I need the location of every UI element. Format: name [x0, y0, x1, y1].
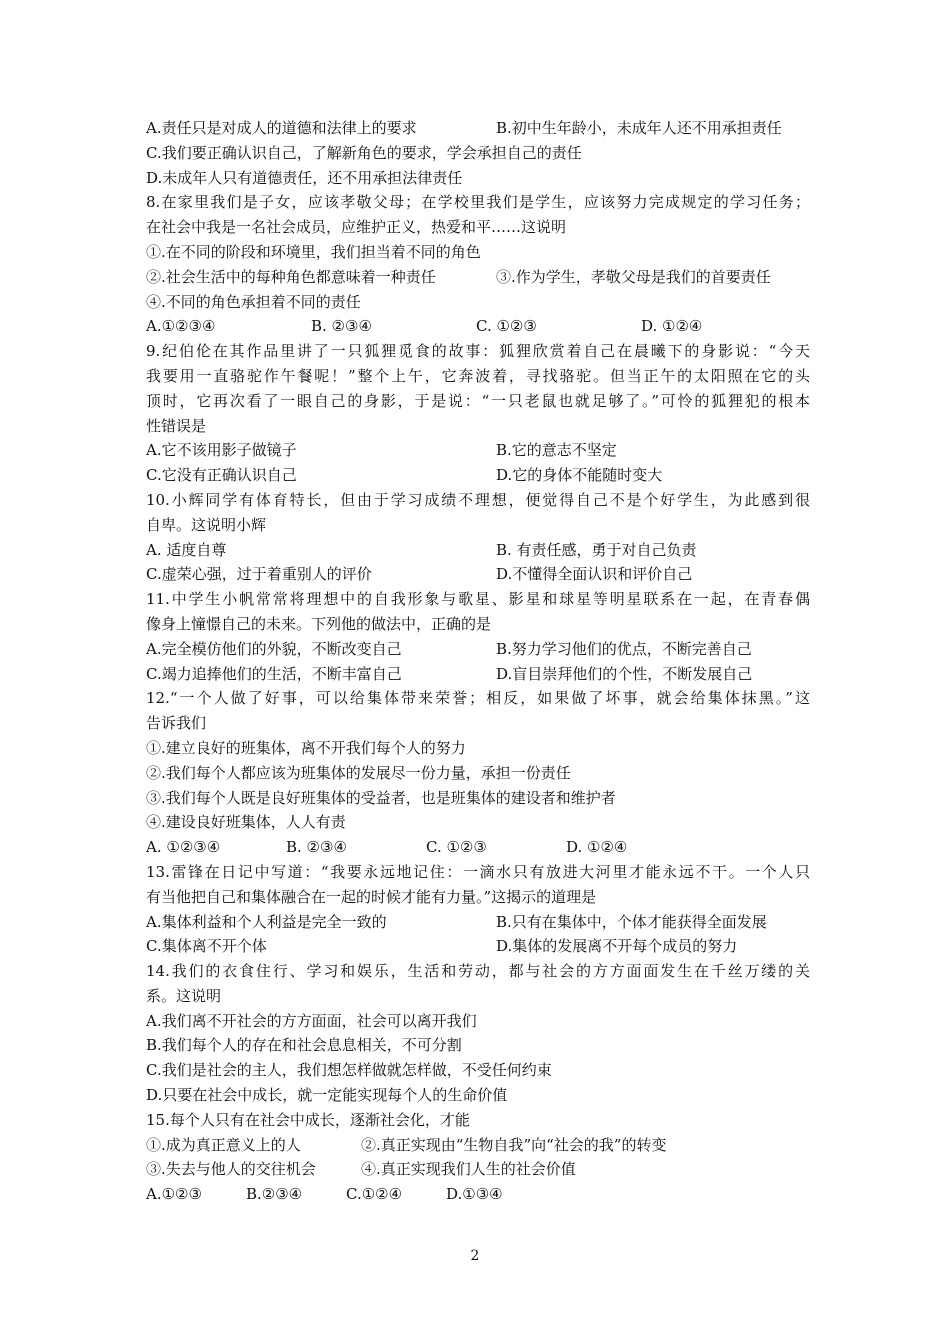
answer-choice: A. ①②③④ — [146, 838, 221, 857]
option-text: A.责任只是对成人的道德和法律上的要求 — [146, 119, 417, 137]
option-text: A. 适度自尊 — [146, 540, 227, 559]
text-line — [146, 910, 810, 935]
answer-choice: D. ①②④ — [641, 317, 703, 336]
option-text: B.只有在集体中，个体才能获得全面发展 — [496, 912, 767, 931]
text-line — [146, 438, 810, 463]
text-line: 有当他把自己和集体融合在一起的时候才能有力量。”这揭示的道理是 — [146, 887, 597, 906]
option-text: ③.失去与他人的交往机会 — [146, 1160, 316, 1179]
text-line: ①.在不同的阶段和环境里，我们担当着不同的角色 — [146, 242, 481, 261]
option-text: A.完全模仿他们的外貌，不断改变自己 — [146, 639, 402, 658]
option-text: C.它没有正确认识自己 — [146, 466, 297, 485]
text-line — [146, 1182, 810, 1207]
text-line — [146, 934, 810, 959]
text-line: ②.我们每个人都应该为班集体的发展尽一份力量，承担一份责任 — [146, 763, 571, 782]
text-line: B.我们每个人的存在和社会息息相关，不可分割 — [146, 1036, 462, 1055]
text-line — [146, 1133, 810, 1158]
text-line — [146, 662, 810, 687]
text-line: 12.“一个人做了好事，可以给集体带来荣誉；相反，如果做了坏事，就会给集体抹黑。”这 — [146, 689, 810, 708]
option-text: D.盲目崇拜他们的个性，不断发展自己 — [496, 664, 753, 683]
text-line: 13.雷锋在日记中写道：“我要永远地记住：一滴水只有放进大河里才能永远不干。一个人只 — [146, 862, 810, 881]
text-line — [146, 637, 810, 662]
answer-choice: C. ①②③ — [476, 317, 537, 336]
option-text: C.虚荣心强，过于着重别人的评价 — [146, 565, 372, 584]
text-line: 顶时，它再次看了一眼自己的身影，于是说：“一只老鼠也就足够了。”可怜的狐狸犯的根本 — [146, 391, 810, 410]
text-line — [146, 1157, 810, 1182]
text-line: 15.每个人只有在社会中成长，逐渐社会化，才能 — [146, 1110, 470, 1129]
option-text: ④.真正实现我们人生的社会价值 — [361, 1160, 576, 1179]
option-text: ③.作为学生，孝敬父母是我们的首要责任 — [496, 267, 771, 286]
option-text: B.初中生年龄小，未成年人还不用承担责任 — [496, 119, 782, 137]
text-line: 告诉我们 — [146, 714, 207, 733]
text-line: ④.不同的角色承担着不同的责任 — [146, 292, 361, 311]
text-line: 11.中学生小帆常常将理想中的自我形象与歌星、影星和球星等明星联系在一起，在青春偶 — [146, 590, 810, 609]
option-text: B. 有责任感，勇于对自己负责 — [496, 540, 697, 559]
text-line — [146, 538, 810, 563]
text-line — [146, 562, 810, 587]
text-line — [146, 116, 810, 141]
answer-choice: A.①②③④ — [146, 317, 216, 336]
option-text: A.集体利益和个人利益是完全一致的 — [146, 912, 387, 931]
option-text: B.努力学习他们的优点，不断完善自己 — [496, 639, 752, 658]
answer-choice: B. ②③④ — [311, 317, 372, 336]
text-line: ①.建立良好的班集体，离不开我们每个人的努力 — [146, 738, 466, 757]
answer-choice: B. ②③④ — [286, 838, 347, 857]
answer-choice: C. ①②③ — [426, 838, 487, 857]
text-line — [146, 265, 810, 290]
text-line: A.我们离不开社会的方方面面，社会可以离开我们 — [146, 1011, 477, 1030]
option-text: A.它不该用影子做镜子 — [146, 441, 297, 460]
text-line: 像身上憧憬自己的未来。下列他的做法中，正确的是 — [146, 614, 492, 633]
text-line: 在社会中我是一名社会成员，应维护正义，热爱和平……这说明 — [146, 218, 567, 237]
text-line — [146, 314, 810, 339]
option-text: ②.真正实现由“生物自我”向“社会的我”的转变 — [361, 1135, 667, 1154]
question-content — [146, 116, 810, 1207]
option-text: ①.成为真正意义上的人 — [146, 1135, 301, 1154]
option-text: D.集体的发展离不开每个成员的努力 — [496, 937, 738, 956]
option-text: B.它的意志不坚定 — [496, 441, 617, 460]
text-line: C.我们是社会的主人，我们想怎样做就怎样做，不受任何约束 — [146, 1061, 552, 1080]
answer-choice: A.①②③ — [146, 1185, 202, 1204]
option-text: C.集体离不开个体 — [146, 937, 267, 956]
option-text: D.它的身体不能随时变大 — [496, 466, 663, 485]
answer-choice: D. ①②④ — [566, 838, 628, 857]
text-line: 10.小辉同学有体育特长，但由于学习成绩不理想，便觉得自己不是个好学生，为此感到很 — [146, 490, 810, 509]
text-line: D.只要在社会中成长，就一定能实现每个人的生命价值 — [146, 1086, 508, 1105]
answer-choice: B.②③④ — [246, 1185, 303, 1204]
text-line: ④.建设良好班集体，人人有责 — [146, 813, 346, 832]
text-line: 自卑。这说明小辉 — [146, 515, 267, 534]
text-line: 9.纪伯伦在其作品里讲了一只狐狸觅食的故事：狐狸欣赏着自己在晨曦下的身影说：“今天 — [146, 342, 810, 361]
option-text: C.竭力追捧他们的生活，不断丰富自己 — [146, 664, 402, 683]
option-text: ②.社会生活中的每种角色都意味着一种责任 — [146, 267, 436, 286]
text-line — [146, 463, 810, 488]
option-text: D.不懂得全面认识和评价自己 — [496, 565, 693, 584]
text-line: D.未成年人只有道德责任，还不用承担法律责任 — [146, 168, 463, 187]
text-line: 8.在家里我们是子女，应该孝敬父母；在学校里我们是学生，应该努力完成规定的学习任务； — [146, 193, 810, 212]
text-line: 系。这说明 — [146, 986, 222, 1005]
answer-choice: D.①③④ — [446, 1185, 503, 1204]
text-line: 我要用一直骆驼作午餐呢！”整个上午，它奔波着，寻找骆驼。但当正午的太阳照在它的头 — [146, 366, 810, 385]
answer-choice: C.①②④ — [346, 1185, 403, 1204]
text-line — [146, 835, 810, 860]
text-line: 14.我们的衣食住行、学习和娱乐，生活和劳动，都与社会的方方面面发生在千丝万缕的关 — [146, 962, 810, 981]
text-line: C.我们要正确认识自己，了解新角色的要求，学会承担自己的责任 — [146, 143, 582, 162]
text-line: ③.我们每个人既是良好班集体的受益者，也是班集体的建设者和维护者 — [146, 788, 616, 807]
page-number: 2 — [470, 1248, 480, 1264]
text-line: 性错误是 — [146, 416, 207, 435]
